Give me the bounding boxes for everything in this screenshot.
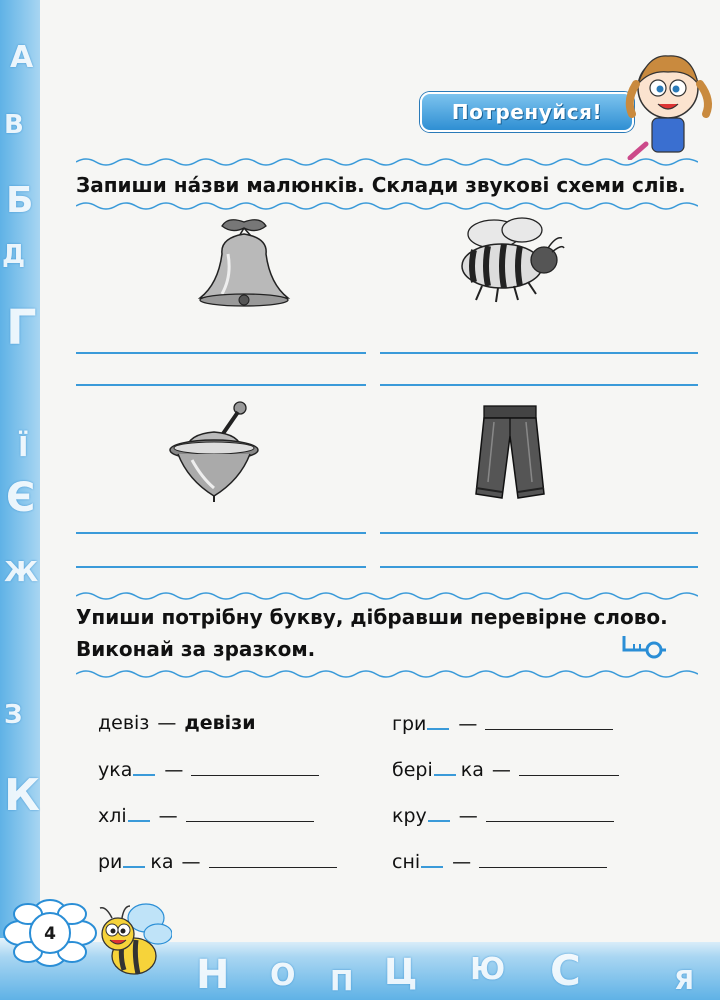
letter-gap[interactable] (421, 850, 443, 868)
letter-gap[interactable] (434, 758, 456, 776)
answer-line[interactable] (209, 850, 337, 868)
word-stem: ри (98, 851, 123, 873)
task1-title: Запиши на́зви малюнків. Склади звукові схеми слів. (76, 173, 686, 197)
sample-answer: девізи (184, 712, 256, 734)
wavy-divider (76, 590, 698, 602)
word-stem: ука (98, 759, 133, 781)
letter-gap[interactable] (133, 758, 155, 776)
frame-letter: Г (6, 300, 37, 356)
dash: — (452, 851, 472, 873)
frame-letter: Ж (4, 555, 39, 588)
task2-subtitle: Виконай за зразком. (76, 637, 316, 661)
frame-letter: О (270, 958, 296, 993)
answer-line[interactable] (380, 352, 698, 354)
answer-line[interactable] (380, 532, 698, 534)
exercise-item (392, 758, 619, 781)
dash: — (491, 759, 511, 781)
answer-line[interactable] (486, 804, 614, 822)
answer-line[interactable] (479, 850, 607, 868)
task2-title: Упиши потрібну букву, дібравши перевірне слово. (76, 605, 668, 629)
frame-letter: К (4, 770, 40, 821)
letter-gap[interactable] (428, 804, 450, 822)
trousers-icon (470, 402, 550, 502)
wavy-divider (76, 668, 698, 680)
answer-line[interactable] (380, 384, 698, 386)
frame-letter: Ї (18, 430, 29, 463)
word-stem: девіз (98, 712, 150, 734)
frame-letter: В (4, 110, 24, 140)
badge-label: Потренуйся! (451, 100, 603, 124)
word-ending: ка (150, 851, 174, 873)
dash: — (458, 713, 478, 735)
word-ending: ка (460, 759, 484, 781)
frame-letter: Д (2, 240, 26, 270)
exercise-item (98, 758, 319, 781)
bell-icon (192, 214, 296, 314)
word-stem: сні (392, 851, 421, 873)
word-stem: гри (392, 713, 427, 735)
answer-line[interactable] (76, 352, 366, 354)
answer-line[interactable] (186, 804, 314, 822)
word-stem: кру (392, 805, 427, 827)
answer-line[interactable] (191, 758, 319, 776)
exercise-item (98, 850, 337, 873)
dash: — (458, 805, 478, 827)
dash: — (181, 851, 201, 873)
frame-letter: Б (6, 180, 34, 221)
answer-line[interactable] (380, 566, 698, 568)
frame-letter: Є (6, 475, 36, 521)
frame-letter: Ц (384, 952, 418, 993)
word-stem: хлі (98, 805, 127, 827)
frame-letter: Н (196, 952, 230, 998)
exercise-item (392, 712, 613, 735)
key-icon (622, 632, 666, 660)
frame-letter: Ю (470, 952, 506, 987)
frame-letter: С (550, 946, 581, 995)
exercise-item (392, 850, 607, 873)
spinning-top-icon (168, 398, 260, 502)
frame-letter: З (4, 700, 23, 730)
frame-letter: А (10, 40, 34, 75)
bee-mascot-icon (92, 900, 172, 980)
word-stem: бері (392, 759, 433, 781)
letter-gap[interactable] (128, 804, 150, 822)
bee-icon (452, 214, 566, 306)
page-number: 4 (44, 924, 56, 944)
frame-letter: Я (674, 966, 695, 996)
dash: — (164, 759, 184, 781)
answer-line[interactable] (519, 758, 619, 776)
exercise-item (392, 804, 614, 827)
wavy-divider (76, 200, 698, 212)
answer-line[interactable] (76, 384, 366, 386)
wavy-divider (76, 156, 698, 168)
answer-line[interactable] (76, 532, 366, 534)
answer-line[interactable] (76, 566, 366, 568)
practice-badge (420, 92, 634, 132)
girl-mascot-icon (618, 40, 718, 160)
letter-gap[interactable] (427, 712, 449, 730)
exercise-item (98, 804, 314, 827)
dash: — (157, 712, 177, 734)
letter-gap[interactable] (123, 850, 145, 868)
frame-letter: П (330, 964, 354, 997)
exercise-item (98, 712, 256, 734)
answer-line[interactable] (485, 712, 613, 730)
dash: — (158, 805, 178, 827)
